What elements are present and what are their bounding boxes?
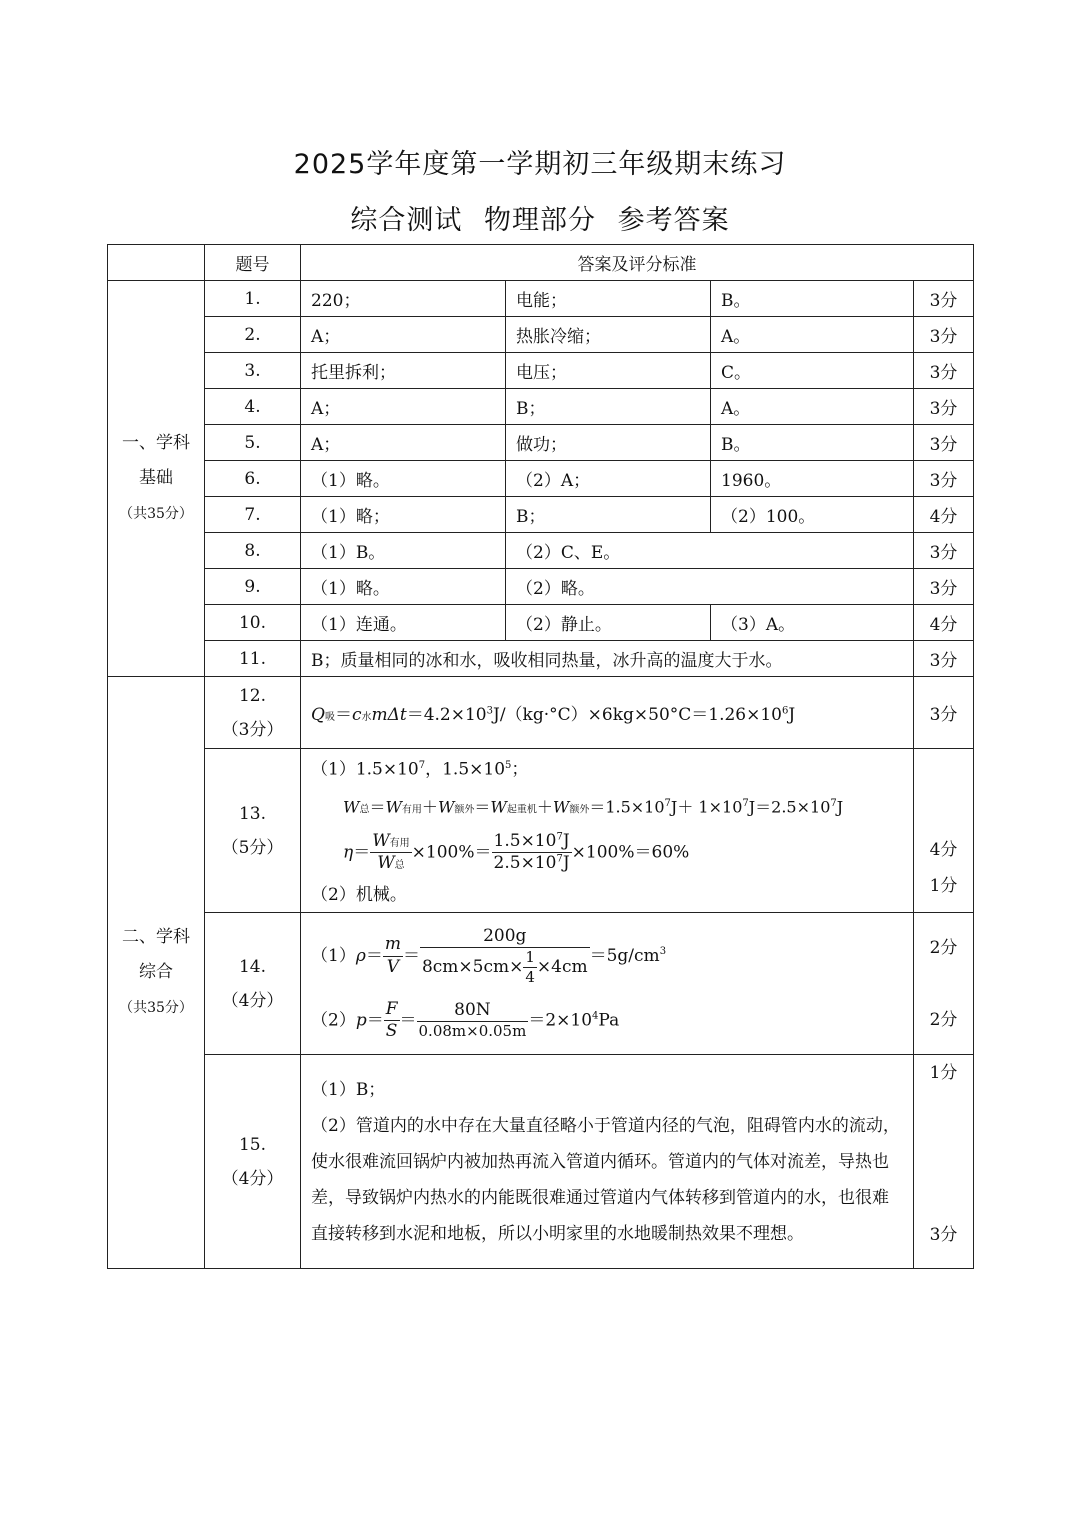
answer-cell: （1）连通。: [301, 605, 506, 641]
answer-cell: （2）A；: [506, 461, 711, 497]
answer-cell: 热胀冷缩；: [506, 317, 711, 353]
score-cell: 3分: [914, 461, 974, 497]
score-cell: 3分: [914, 569, 974, 605]
answer-cell: B；: [506, 389, 711, 425]
table-row: [108, 605, 974, 641]
score-cell: 3分: [914, 317, 974, 353]
table-row: [108, 281, 974, 317]
answer-cell: 电压；: [506, 353, 711, 389]
score-cell: 3分: [914, 389, 974, 425]
table-row-q15: [108, 1055, 974, 1269]
answer-cell: （2）略。: [506, 569, 914, 605]
table-row: [108, 425, 974, 461]
answer-cell: （1）略；: [301, 497, 506, 533]
section-basic-label: 一、学科 基础 （共35分）: [108, 281, 205, 677]
answer-cell: （1）略。: [301, 569, 506, 605]
question-number: 13. （5分）: [205, 749, 301, 913]
question-number: 8.: [205, 533, 301, 569]
answer-formula-q13: $(1)1.5\times 10^7$，$1.5\times 10^5$； W总＝W有用＋W额外＝W起重机＋W额外$=1.5\times 10^7J+ 1\times 10^7J=2.5\times 10^7J$ η＝ $\frac{\text{W有用}}{\text{W总}}$ ×100%＝ $\frac{1.5\times 10^7J}{2.5\times 10^7J}$ ×100%＝60% （2）机械。: [301, 749, 914, 913]
table-header-row: [108, 245, 974, 281]
question-number: 14. （4分）: [205, 913, 301, 1055]
question-number: 1.: [205, 281, 301, 317]
score-cell: 4分: [914, 605, 974, 641]
answer-cell: C。: [711, 353, 914, 389]
answer-cell: B；: [506, 497, 711, 533]
answer-cell: 做功；: [506, 425, 711, 461]
score-cell: 3分: [914, 641, 974, 677]
question-number: 12. （3分）: [205, 677, 301, 749]
answer-cell: （3）A。: [711, 605, 914, 641]
score-cell: 3分: [914, 353, 974, 389]
answer-cell: （1）B。: [301, 533, 506, 569]
answer-cell: B。: [711, 281, 914, 317]
question-number: 6.: [205, 461, 301, 497]
question-number: 15. （4分）: [205, 1055, 301, 1269]
question-number: 11.: [205, 641, 301, 677]
fraction-efficiency-symbolic: $\frac{\text{W有用}}{\text{W总}}$: [372, 830, 410, 874]
header-empty: [108, 245, 205, 281]
answer-formula-q12: Q吸＝c水$m\Delta t=4.2\times 10^3J/(kg\cdot^\circ C)\times 6kg\times 50^\circ C=1.26\times 10^6J$: [301, 677, 914, 749]
fraction-efficiency-numeric: $\frac{1.5\times 10^7J}{2.5\times 10^7J}$: [493, 830, 570, 874]
fraction-pressure-numeric: $\frac{80N}{0.08m\times 0.05m}$: [418, 999, 527, 1041]
table-row: [108, 461, 974, 497]
answer-cell: 220；: [301, 281, 506, 317]
answer-cell: A；: [301, 425, 506, 461]
answer-formula-q14: （1）ρ＝ $\frac{m}{V}$ ＝ 200g 8cm×5cm× $\frac{1}{4}$ ×4cm $=5g/cm^3$ （2）p＝ $\frac{F}{S}$ ＝ $\frac{80N}{0.08m\times 0.05m}$ $=2\times 10^4Pa$: [301, 913, 914, 1055]
answer-cell: 托里拆利；: [301, 353, 506, 389]
answer-cell: B；质量相同的冰和水，吸收相同热量，冰升高的温度大于水。: [301, 641, 914, 677]
table-row: [108, 497, 974, 533]
table-row: [108, 533, 974, 569]
answer-cell: 1960。: [711, 461, 914, 497]
answer-cell: A；: [301, 389, 506, 425]
answer-text-q15: （1）B； （2）管道内的水中存在大量直径略小于管道内径的气泡，阻碍管内水的流动，使水很难流回锅炉内被加热再流入管道内循环。管道内的气体对流差，导热也差，导致锅炉内热水的内能既很难通过管道内气体转移到管道内的水，也很难直接转移到水泥和地板，所以小明家里的水地暖制热效果不理想。: [301, 1055, 914, 1269]
score-cell: 2分 2分: [914, 913, 974, 1055]
score-cell: 3分: [914, 281, 974, 317]
answer-table: [107, 244, 974, 1269]
question-number: 9.: [205, 569, 301, 605]
table-row: [108, 317, 974, 353]
answer-cell: （1）略。: [301, 461, 506, 497]
question-number: 5.: [205, 425, 301, 461]
fraction-pressure-symbolic: $\frac{F}{S}$: [385, 998, 398, 1041]
answer-cell: A。: [711, 317, 914, 353]
table-row-q14: [108, 913, 974, 1055]
section-comprehensive-label: 二、学科 综合 （共35分）: [108, 677, 205, 1269]
fraction-quarter: $\frac{1}{4}$: [525, 948, 535, 986]
document-title: 2025学年度第一学期初三年级期末练习: [293, 149, 787, 180]
answer-cell: 电能；: [506, 281, 711, 317]
table-row: [108, 569, 974, 605]
answer-cell: （2）C、E。: [506, 533, 914, 569]
score-cell: 4分 1分: [914, 749, 974, 913]
question-number: 2.: [205, 317, 301, 353]
table-row: [108, 353, 974, 389]
table-row-q13: [108, 749, 974, 913]
answer-cell: A；: [301, 317, 506, 353]
answer-cell: （2）100。: [711, 497, 914, 533]
score-cell: 4分: [914, 497, 974, 533]
score-cell: 3分: [914, 677, 974, 749]
table-row-q12: [108, 677, 974, 749]
score-cell: 3分: [914, 533, 974, 569]
header-answer-criteria: 答案及评分标准: [301, 245, 974, 281]
score-cell: 3分: [914, 425, 974, 461]
answer-cell: B。: [711, 425, 914, 461]
answer-cell: （2）静止。: [506, 605, 711, 641]
fraction-density-symbolic: $\frac{m}{V}$: [384, 934, 401, 977]
question-number: 7.: [205, 497, 301, 533]
table-row: [108, 641, 974, 677]
answer-cell: A。: [711, 389, 914, 425]
header-question-number: 题号: [205, 245, 301, 281]
question-number: 10.: [205, 605, 301, 641]
question-number: 4.: [205, 389, 301, 425]
document-subtitle: 综合测试 物理部分 参考答案: [350, 205, 730, 236]
question-number: 3.: [205, 353, 301, 389]
score-cell: 1分 3分: [914, 1055, 974, 1269]
table-row: [108, 389, 974, 425]
fraction-density-numeric: 200g 8cm×5cm× $\frac{1}{4}$ ×4cm: [421, 925, 588, 986]
